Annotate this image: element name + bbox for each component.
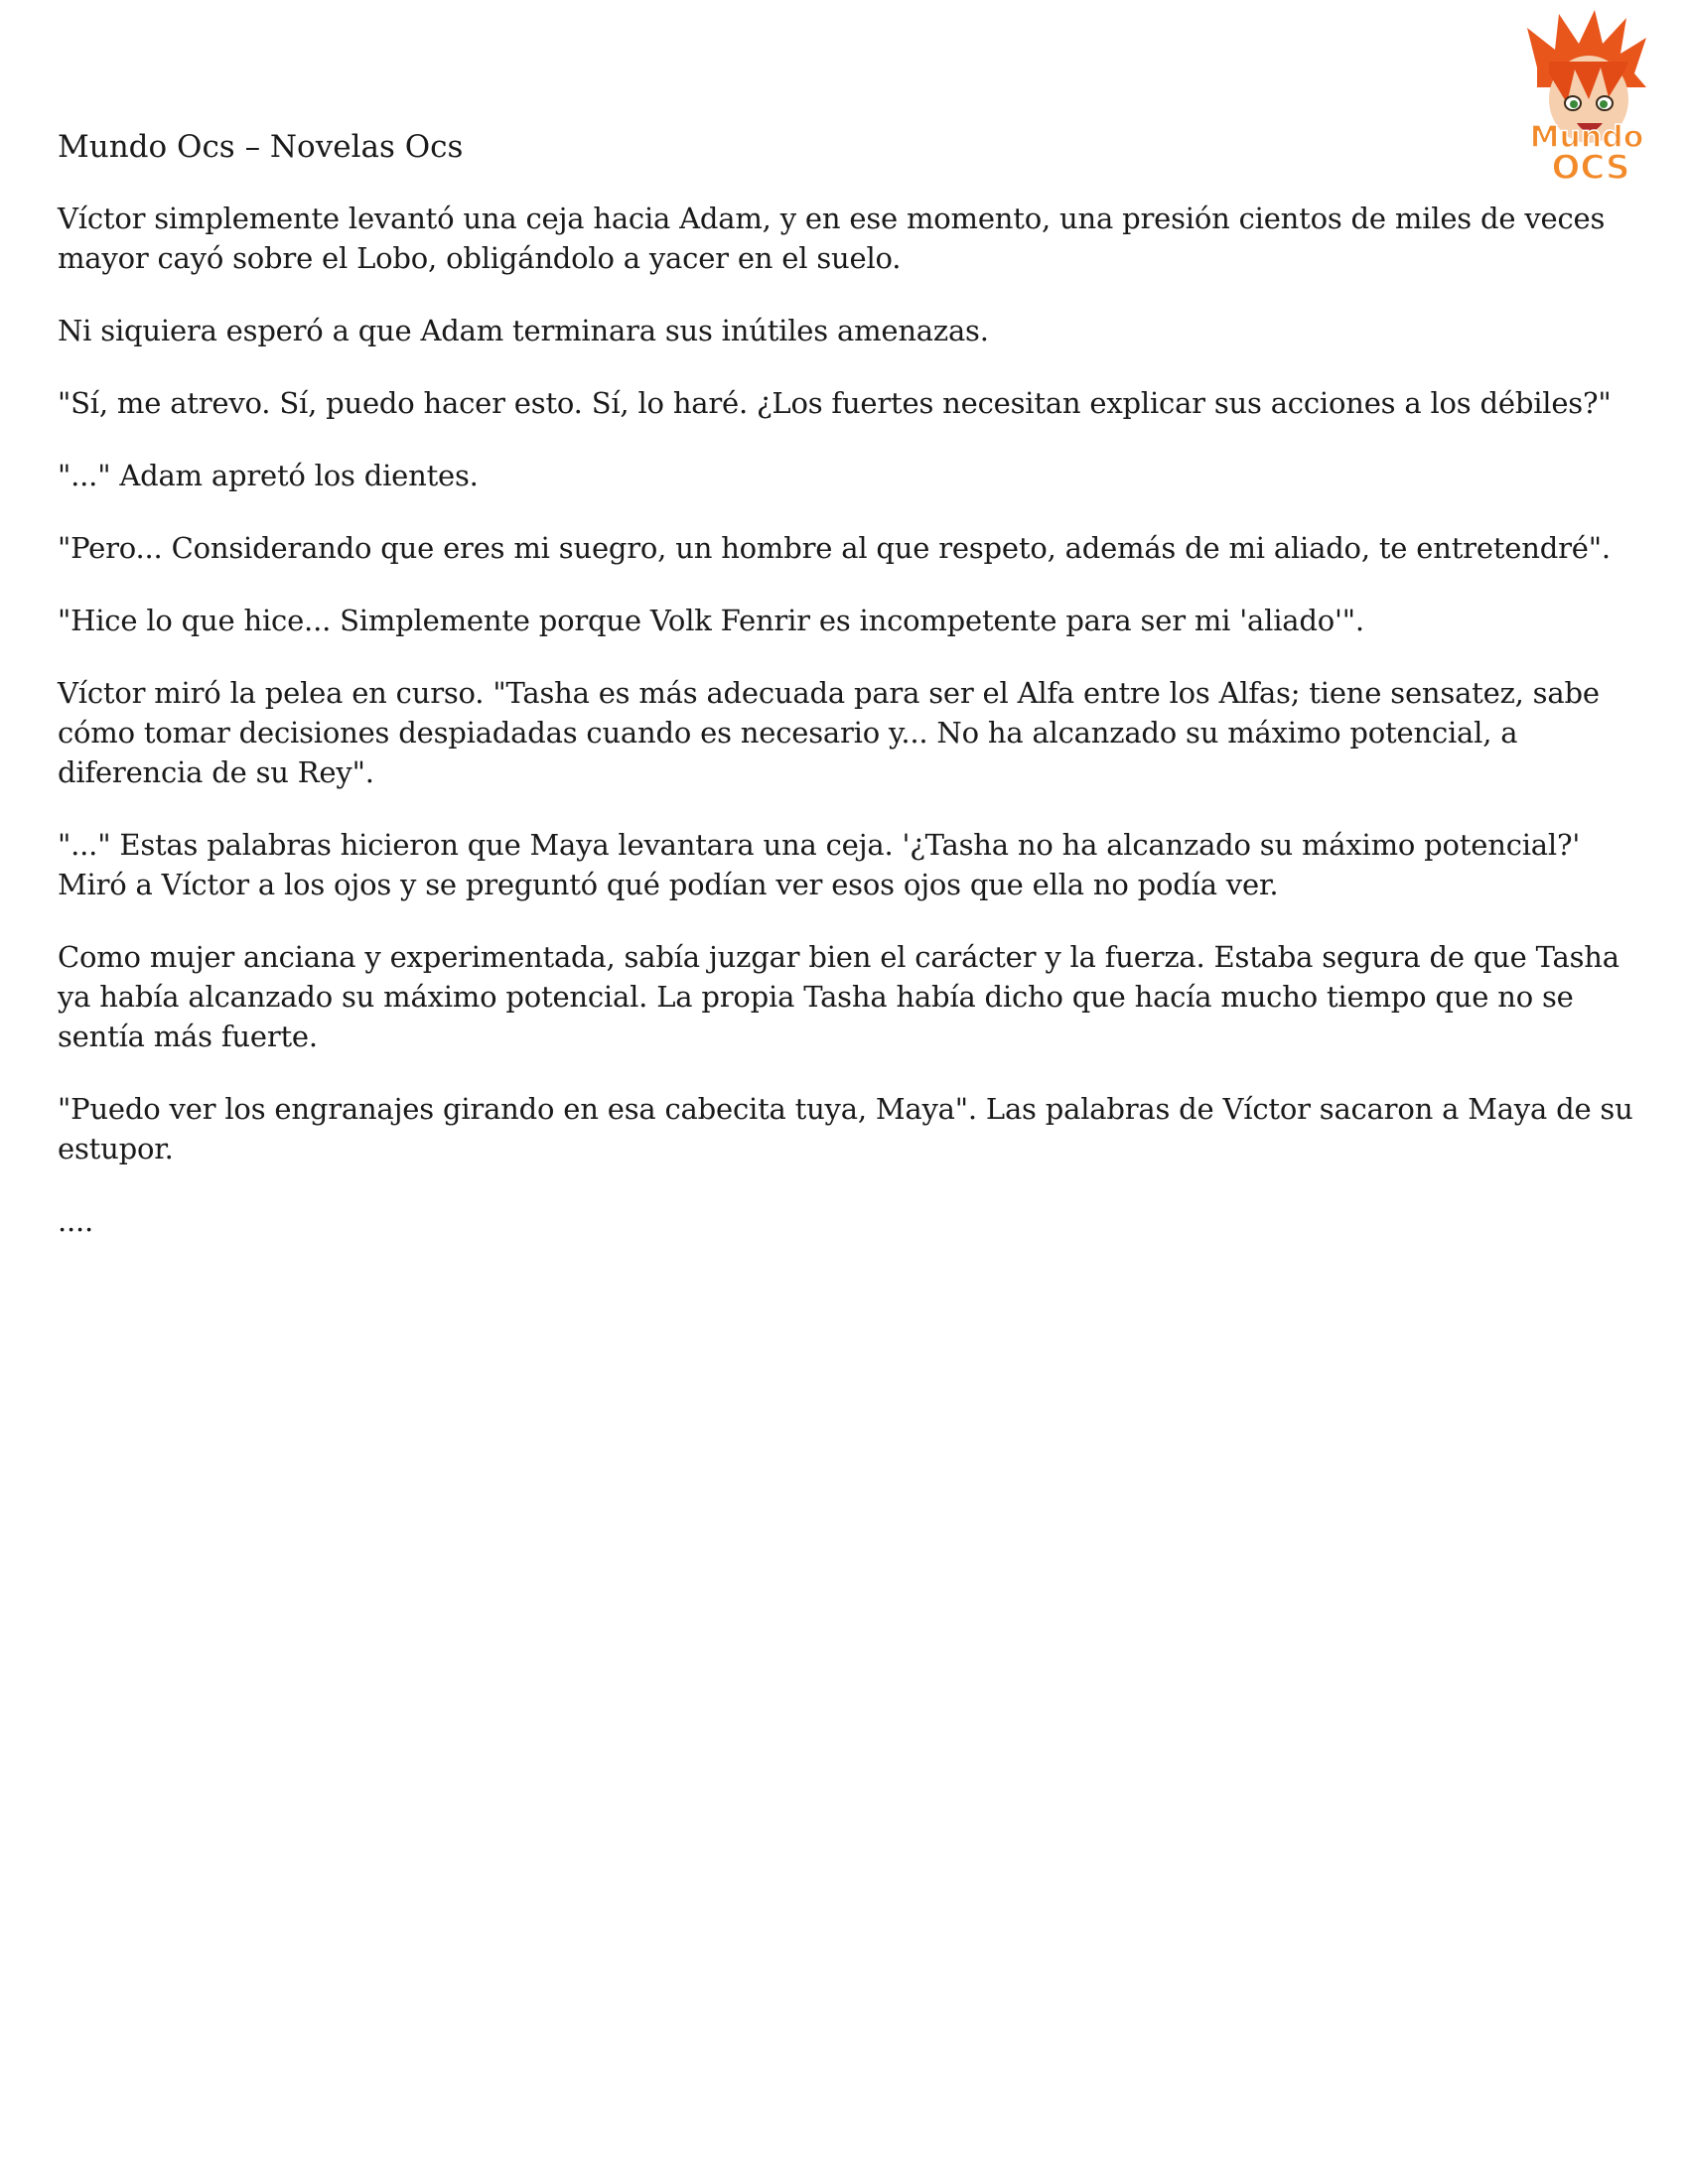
paragraph: Ni siquiera esperó a que Adam terminara sus inútiles amenazas. [58,314,989,347]
paragraph: "Pero... Considerando que eres mi suegro, un hombre al que respeto, además de mi aliado, te entretendré". [58,531,1611,565]
svg-text:Mundo: Mundo [1529,120,1644,155]
paragraph: "..." Estas palabras hicieron que Maya levantara una ceja. '¿Tasha no ha alcanzado su máximo potencial?' Miró a Víctor a los ojos y se preguntó qué podían ver esos ojos que ella no podía ver. [58,828,1581,901]
paragraph: Víctor simplemente levantó una ceja hacia Adam, y en ese momento, una presión cientos de miles de veces mayor cayó sobre el Lobo, obligándolo a yacer en el suelo. [58,202,1606,275]
paragraph: "Puedo ver los engranajes girando en esa cabecita tuya, Maya". Las palabras de Víctor sacaron a Maya de su estupor. [58,1092,1633,1165]
paragraph: Víctor miró la pelea en curso. "Tasha es más adecuada para ser el Alfa entre los Alfas; tiene sensatez, sabe cómo tomar decisiones despiadadas cuando es necesario y... No ha alcanzado su máximo potencial, a diferencia de su Rey". [58,676,1600,789]
document-body [58,127,1636,1274]
page-header: Mundo Ocs – Novelas Ocs [58,129,464,165]
paragraph: "..." Adam apretó los dientes. [58,459,479,492]
paragraph: "Hice lo que hice... Simplemente porque Volk Fenrir es incompetente para ser mi 'aliado'". [58,604,1364,637]
paragraph: .... [58,1204,94,1238]
svg-text:OCS: OCS [1551,148,1630,183]
paragraph: "Sí, me atrevo. Sí, puedo hacer esto. Sí, lo haré. ¿Los fuertes necesitan explicar sus acciones a los débiles?" [58,386,1612,420]
paragraph: Como mujer anciana y experimentada, sabía juzgar bien el carácter y la fuerza. Estaba segura de que Tasha ya había alcanzado su máximo potencial. La propia Tasha había dicho que hacía mucho tiempo que no se sentía más fuerte. [58,940,1619,1053]
